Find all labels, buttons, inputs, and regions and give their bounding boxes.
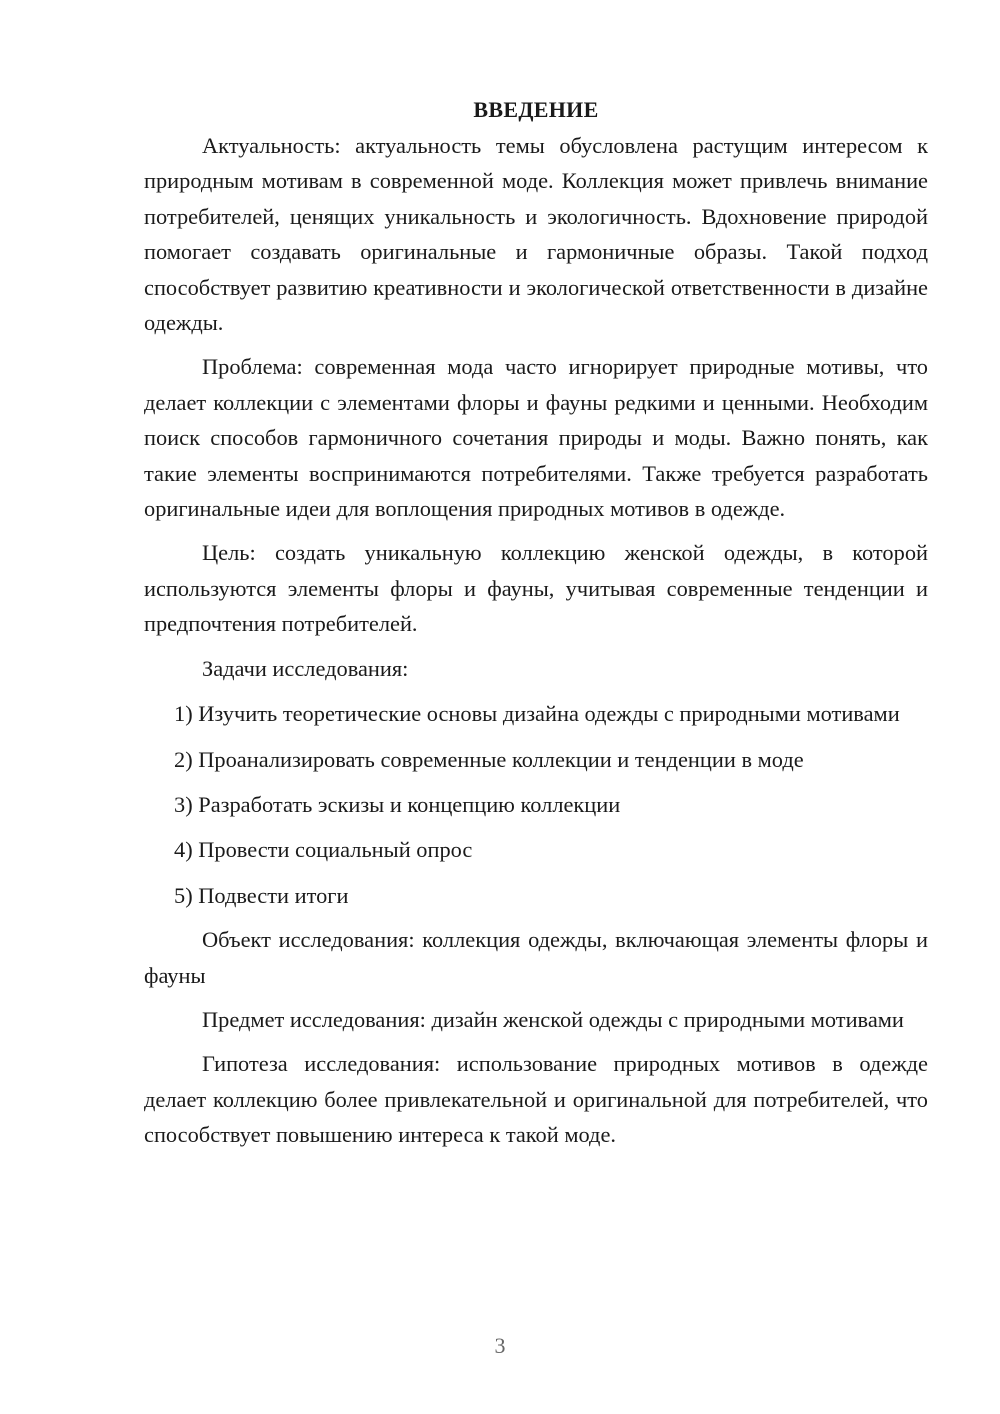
- task-item: 5) Подвести итоги: [174, 882, 349, 908]
- relevance-paragraph: Актуальность: актуальность темы обусловлена растущим интересом к природным мотивам в современной моде. Коллекция может привлечь внимание потребителей, ценящих уникальность и экологичность. Вдохновение природой помогает создавать оригинальные и гармоничные образы. Такой подход способствует развитию креативности и экологической ответственности в дизайне одежды.: [144, 133, 928, 336]
- task-item: 1) Изучить теоретические основы дизайна одежды с природными мотивами: [174, 701, 900, 727]
- page-title: ВВЕДЕНИЕ: [473, 97, 599, 122]
- object-paragraph: Объект исследования: коллекция одежды, включающая элементы флоры и фауны: [144, 927, 928, 988]
- task-item: 3) Разработать эскизы и концепцию коллекции: [174, 791, 621, 817]
- task-item: 4) Провести социальный опрос: [174, 837, 473, 863]
- problem-paragraph: Проблема: современная мода часто игнорирует природные мотивы, что делает коллекции с элементами флоры и фауны редкими и ценными. Необходим поиск способов гармоничного сочетания природы и моды. Важно понять, как такие элементы воспринимаются потребителями. Также требуется разработать оригинальные идеи для воплощения природных мотивов в одежде.: [144, 354, 928, 522]
- tasks-title: Задачи исследования:: [202, 655, 409, 681]
- subject-paragraph: Предмет исследования: дизайн женской одежды с природными мотивами: [202, 1006, 904, 1032]
- page-number: 3: [494, 1333, 506, 1358]
- document-page: [144, 92, 928, 1153]
- hypothesis-paragraph: Гипотеза исследования: использование природных мотивов в одежде делает коллекцию более привлекательной и оригинальной для потребителей, что способствует повышению интереса к такой моде.: [144, 1051, 928, 1148]
- task-item: 2) Проанализировать современные коллекции и тенденции в моде: [174, 746, 804, 772]
- goal-paragraph: Цель: создать уникальную коллекцию женской одежды, в которой используются элементы флоры и фауны, учитывая современные тенденции и предпочтения потребителей.: [144, 540, 928, 637]
